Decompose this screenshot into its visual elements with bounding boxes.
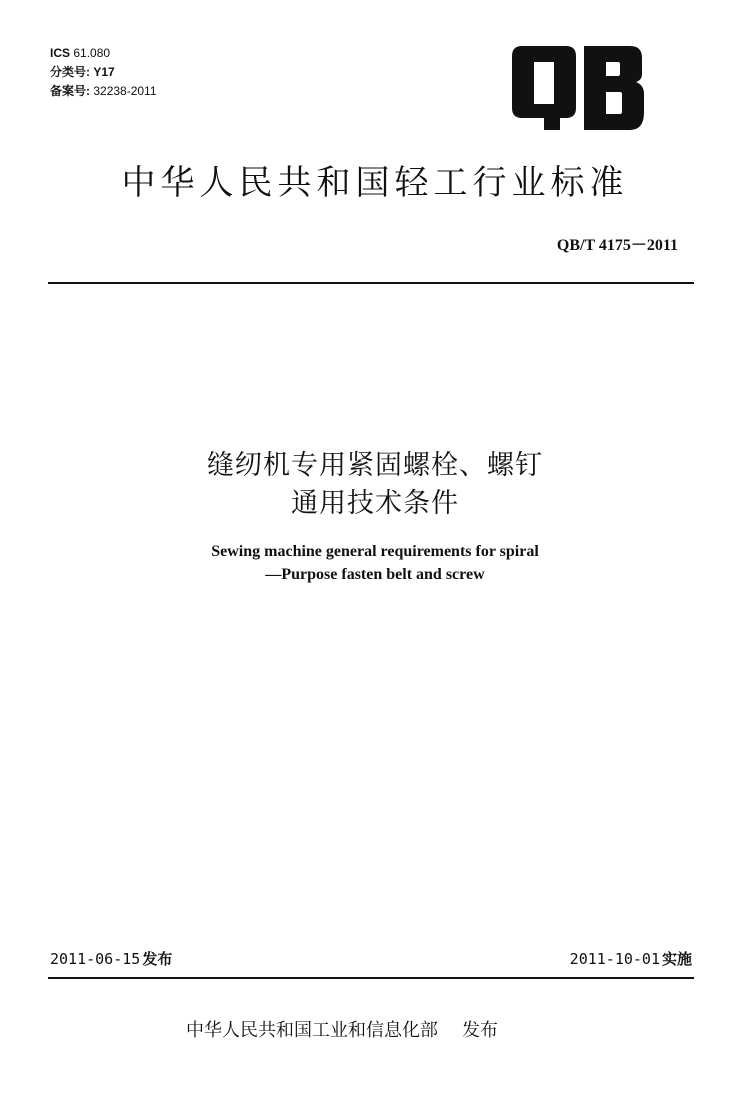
english-title-line-2: —Purpose fasten belt and screw [265,566,485,583]
class-value: Y17 [93,65,115,79]
industry-standard-title: 中华人民共和国轻工行业标准 [121,163,629,203]
ics-label: ICS [50,46,71,60]
record-label: 备案号: [50,84,90,98]
publisher-name: 中华人民共和国工业和信息化部 [186,1020,438,1041]
implement-date: 2011-10-01 [569,950,660,968]
record-line [50,82,157,101]
ics-line [50,44,157,63]
ics-value: 61.080 [73,46,111,60]
issue-label: 发布 [142,950,173,968]
chinese-title-line-2: 通用技术条件 [291,488,459,519]
issue-date: 2011-06-15 [50,950,141,968]
chinese-title-line-1: 缝纫机专用紧固螺栓、螺钉 [207,450,543,481]
publisher-action: 发布 [462,1020,498,1041]
implement-label: 实施 [661,950,692,968]
issue-date-block [50,948,172,969]
record-value: 32238-2011 [93,84,157,98]
qb-logo-q [512,46,576,130]
qb-logo [508,42,648,137]
class-line [50,63,157,82]
bottom-divider [48,977,694,979]
implement-date-block [570,948,692,969]
qb-logo-b [584,46,644,130]
english-title-line-1: Sewing machine general requirements for spiral [211,543,539,560]
top-divider [48,282,694,284]
standard-number: QB/T 4175－2011 [556,237,678,254]
class-label: 分类号: [50,65,90,79]
classification-block [50,44,157,101]
publisher-line [186,1016,498,1042]
